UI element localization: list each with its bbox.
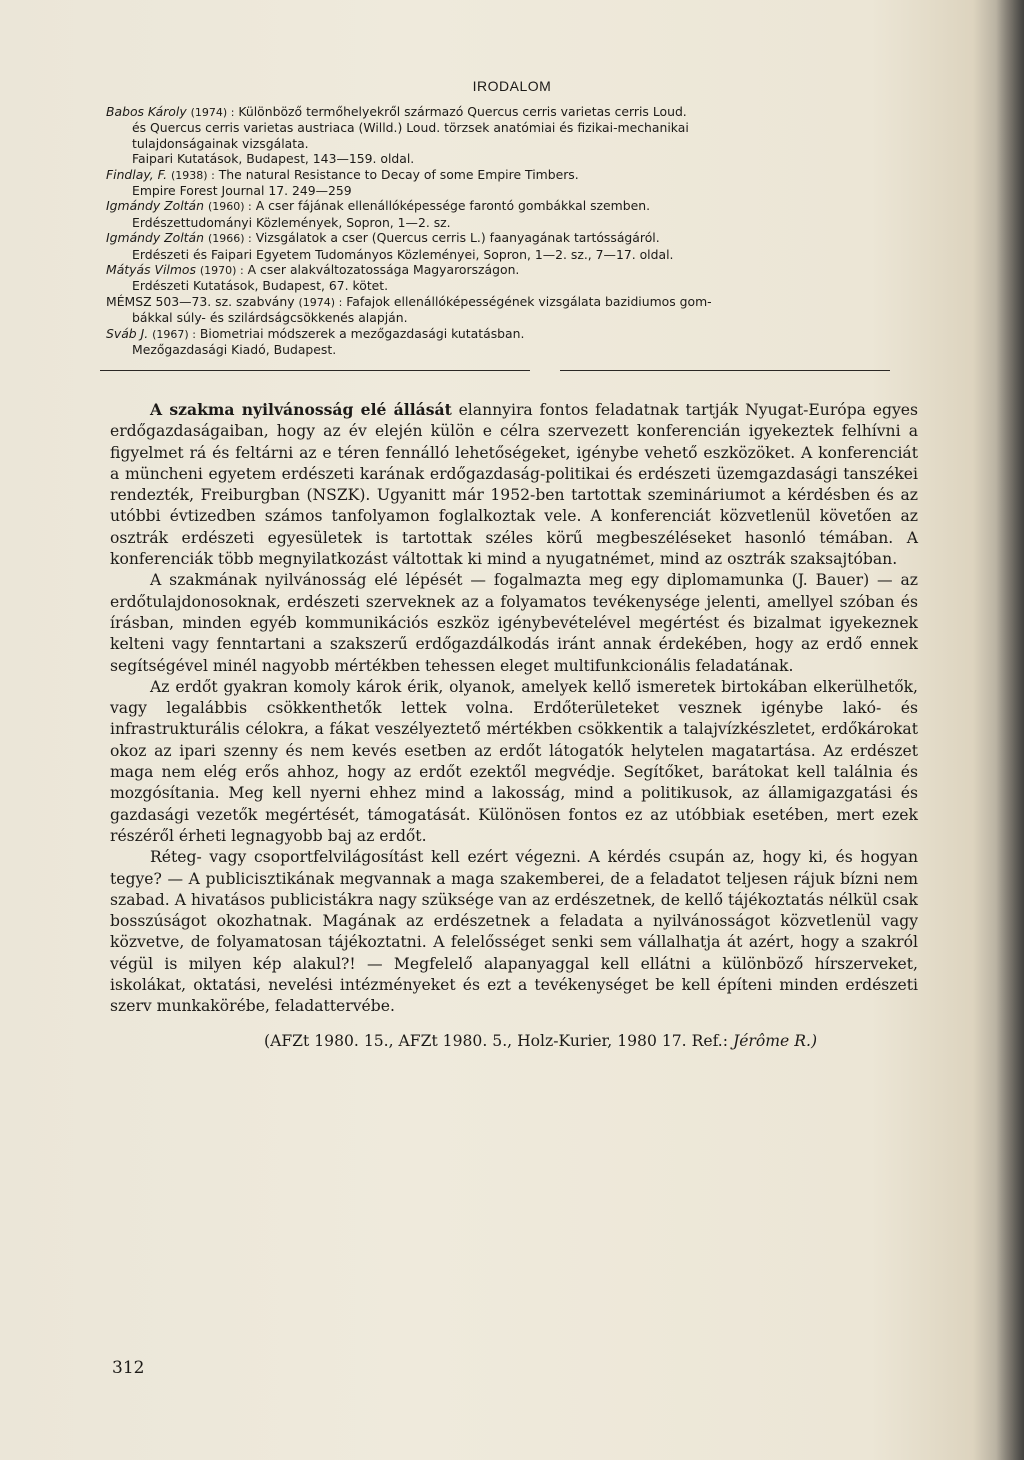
reference-year: (1974) : (298, 295, 343, 309)
reference-text: Különböző termőhelyekről származó Quercus cerris varietas cerris Loud. (238, 104, 687, 119)
reference-line: Erdészettudományi Közlemények, Sopron, 1—2. sz. (132, 214, 451, 230)
section-divider-left (100, 370, 530, 371)
source-author: Jérôme R.) (732, 1032, 818, 1050)
section-divider-right (560, 370, 890, 371)
reference-line: Erdészeti és Faipari Egyetem Tudományos Közleményei, Sopron, 1—2. sz., 7—17. oldal. (132, 246, 674, 262)
article-source (264, 1032, 817, 1050)
reference-author: Sváb J. (106, 325, 149, 341)
reference-line (106, 230, 926, 246)
source-text: (AFZt 1980. 15., AFZt 1980. 5., Holz-Kurier, 1980 17. Ref.: (264, 1032, 733, 1050)
reference-author: Igmándy Zoltán (106, 230, 204, 246)
reference-text: A cser fájának ellenállóképessége farontó gombákkal szemben. (255, 198, 651, 214)
reference-year: (1967) : (152, 327, 196, 341)
reference-text: Biometriai módszerek a mezőgazdasági kutatásban. (199, 325, 525, 341)
reference-line: tulajdonságainak vizsgálata. (132, 135, 309, 151)
reference-line: és Quercus cerris varietas austriaca (Willd.) Loud. törzsek anatómiai és fizikai-mechanikai (132, 120, 689, 136)
article-paragraph: Réteg- vagy csoportfelvilágosítást kell ezért végezni. A kérdés csupán az, hogy ki, és hogyan tegye? — A publicisztikának megvannak a maga szakemberei, de a feladatot teljesen rájuk bízni nem szabad. A hivatásos publicistákra nagy szüksége van az erdészetnek, de kellő tájékoztatás nélkül csak bosszúságot okozhatnak. Magának az erdészetnek a feladata a nyilvánosságot közvetlenül vagy közvetve, de folyamatosan tájékoztatni. A felelősséget senki sem vállalhatja át azért, hogy a szakról végül is milyen kép alakul?! — Megfelelő alapanyaggal kell ellátni a különböző hírszerveket, iskolákat, oktatási, nevelési intézményeket és ezt a tevékenységet be kell építeni minden erdészeti szerv munkakörébe, feladattervébe. (110, 848, 918, 1016)
reference-author: Igmándy Zoltán (106, 198, 204, 214)
reference-year: (1974) : (190, 106, 235, 119)
reference-text: Fafajok ellenállóképességének vizsgálata bazidiumos gom- (346, 293, 712, 309)
reference-line: bákkal súly- és szilárdságcsökkenés alapján. (132, 310, 408, 326)
reference-author: MÉMSZ 503—73. sz. szabvány (106, 293, 295, 309)
reference-line (106, 167, 926, 183)
page-number: 312 (112, 1358, 145, 1378)
reference-author: Babos Károly (106, 104, 187, 119)
article-paragraph: Az erdőt gyakran komoly károk érik, olyanok, amelyek kellő ismeretek birtokában elkerülhetők, vagy legalábbis csökkenthetők lettek volna. Erdőterületeket vesznek igénybe lakó- és infrastrukturális célokra, a fákat veszélyeztető mértékben csökkentik a talajvízkészletet, erdőkárokat okoz az ipari szenny és nem kevés esetben az erdőt látogatók helytelen magatartása. Az erdészet maga nem elég erős ahhoz, hogy az erdőt ezektől megvédje. Segítőket, barátokat kell találnia és mozgósítania. Meg kell nyerni ehhez mind a lakosság, mind a politikusok, az államigazgatási és gazdasági vezetők megértését, támogatását. Különösen fontos ez az utóbbiak esetében, mert ezek részéről érheti legnagyobb baj az erdőt. (110, 677, 918, 845)
reference-year: (1970) : (199, 264, 244, 278)
article-paragraph: A szakmának nyilvánosság elé lépését — fogalmazta meg egy diplomamunka (J. Bauer) — az erdőtulajdonosoknak, erdészeti szerveknek az a folyamatos tevékenysége jelenti, amellyel szóban és írásban, minden egyéb kommunikációs eszköz igénybevételével megértést és bizalmat igyekeznek kelteni vagy fenntartani a szakszerű erdőgazdálkodás iránt annak érdekében, hogy az erdő ennek segítségével minél nagyobb mértékben tehessen eleget multifunkcionális feladatának. (110, 571, 918, 675)
reference-year: (1938) : (171, 168, 215, 182)
reference-year: (1966) : (207, 232, 252, 246)
reference-line: Faipari Kutatások, Budapest, 143—159. oldal. (132, 151, 415, 167)
reference-author: Mátyás Vilmos (106, 262, 196, 278)
references-heading: IRODALOM (472, 78, 552, 94)
reference-text: Vizsgálatok a cser (Quercus cerris L.) faanyagának tartósságáról. (255, 230, 660, 246)
reference-line (106, 326, 926, 342)
reference-line: Mezőgazdasági Kiadó, Budapest. (132, 342, 337, 358)
reference-line (106, 104, 926, 120)
article-body (110, 399, 918, 1018)
article-lead: A szakma nyilvánosság elé állását (150, 400, 452, 419)
reference-line: Erdészeti Kutatások, Budapest, 67. kötet. (132, 278, 389, 294)
reference-line (106, 294, 926, 310)
book-spine-shadow (996, 0, 1024, 1460)
reference-text: The natural Resistance to Decay of some Empire Timbers. (218, 166, 579, 182)
reference-line (106, 198, 926, 214)
reference-author: Findlay, F. (106, 166, 168, 182)
reference-text: A cser alakváltozatossága Magyarországon. (247, 262, 520, 278)
reference-year: (1960) : (207, 200, 252, 214)
reference-line (106, 262, 926, 278)
reference-line: Empire Forest Journal 17. 249—259 (132, 183, 352, 199)
references-list (106, 104, 926, 358)
article-paragraph (110, 399, 918, 570)
article-paragraph-text: elannyira fontos feladatnak tartják Nyugat-Európa egyes erdőgazdaságaiban, hogy az év elején külön e célra szervezett konferencián igyekeztek felhívni a figyelmet rá és feltárni az e téren fennálló lehetőségeket, igénybe vehető eszközöket. A konferenciát a müncheni egyetem erdészeti karának erdőgazdaság-politikai és erdészeti üzemgazdasági tanszékei rendezték, Freiburgban (NSZK). Ugyanitt már 1952-ben tartottak szemináriumot a kérdésben és az utóbbi évtizedben számos tanfolyamon foglalkoztak vele. A konferenciát közvetlenül követően az osztrák erdészeti egyesületek is tartottak széles körű megbeszéléseket hasonló témában. A konferenciák több megnyilatkozást váltottak ki mind a nyugatnémet, mind az osztrák szaksajtóban. (110, 401, 918, 569)
